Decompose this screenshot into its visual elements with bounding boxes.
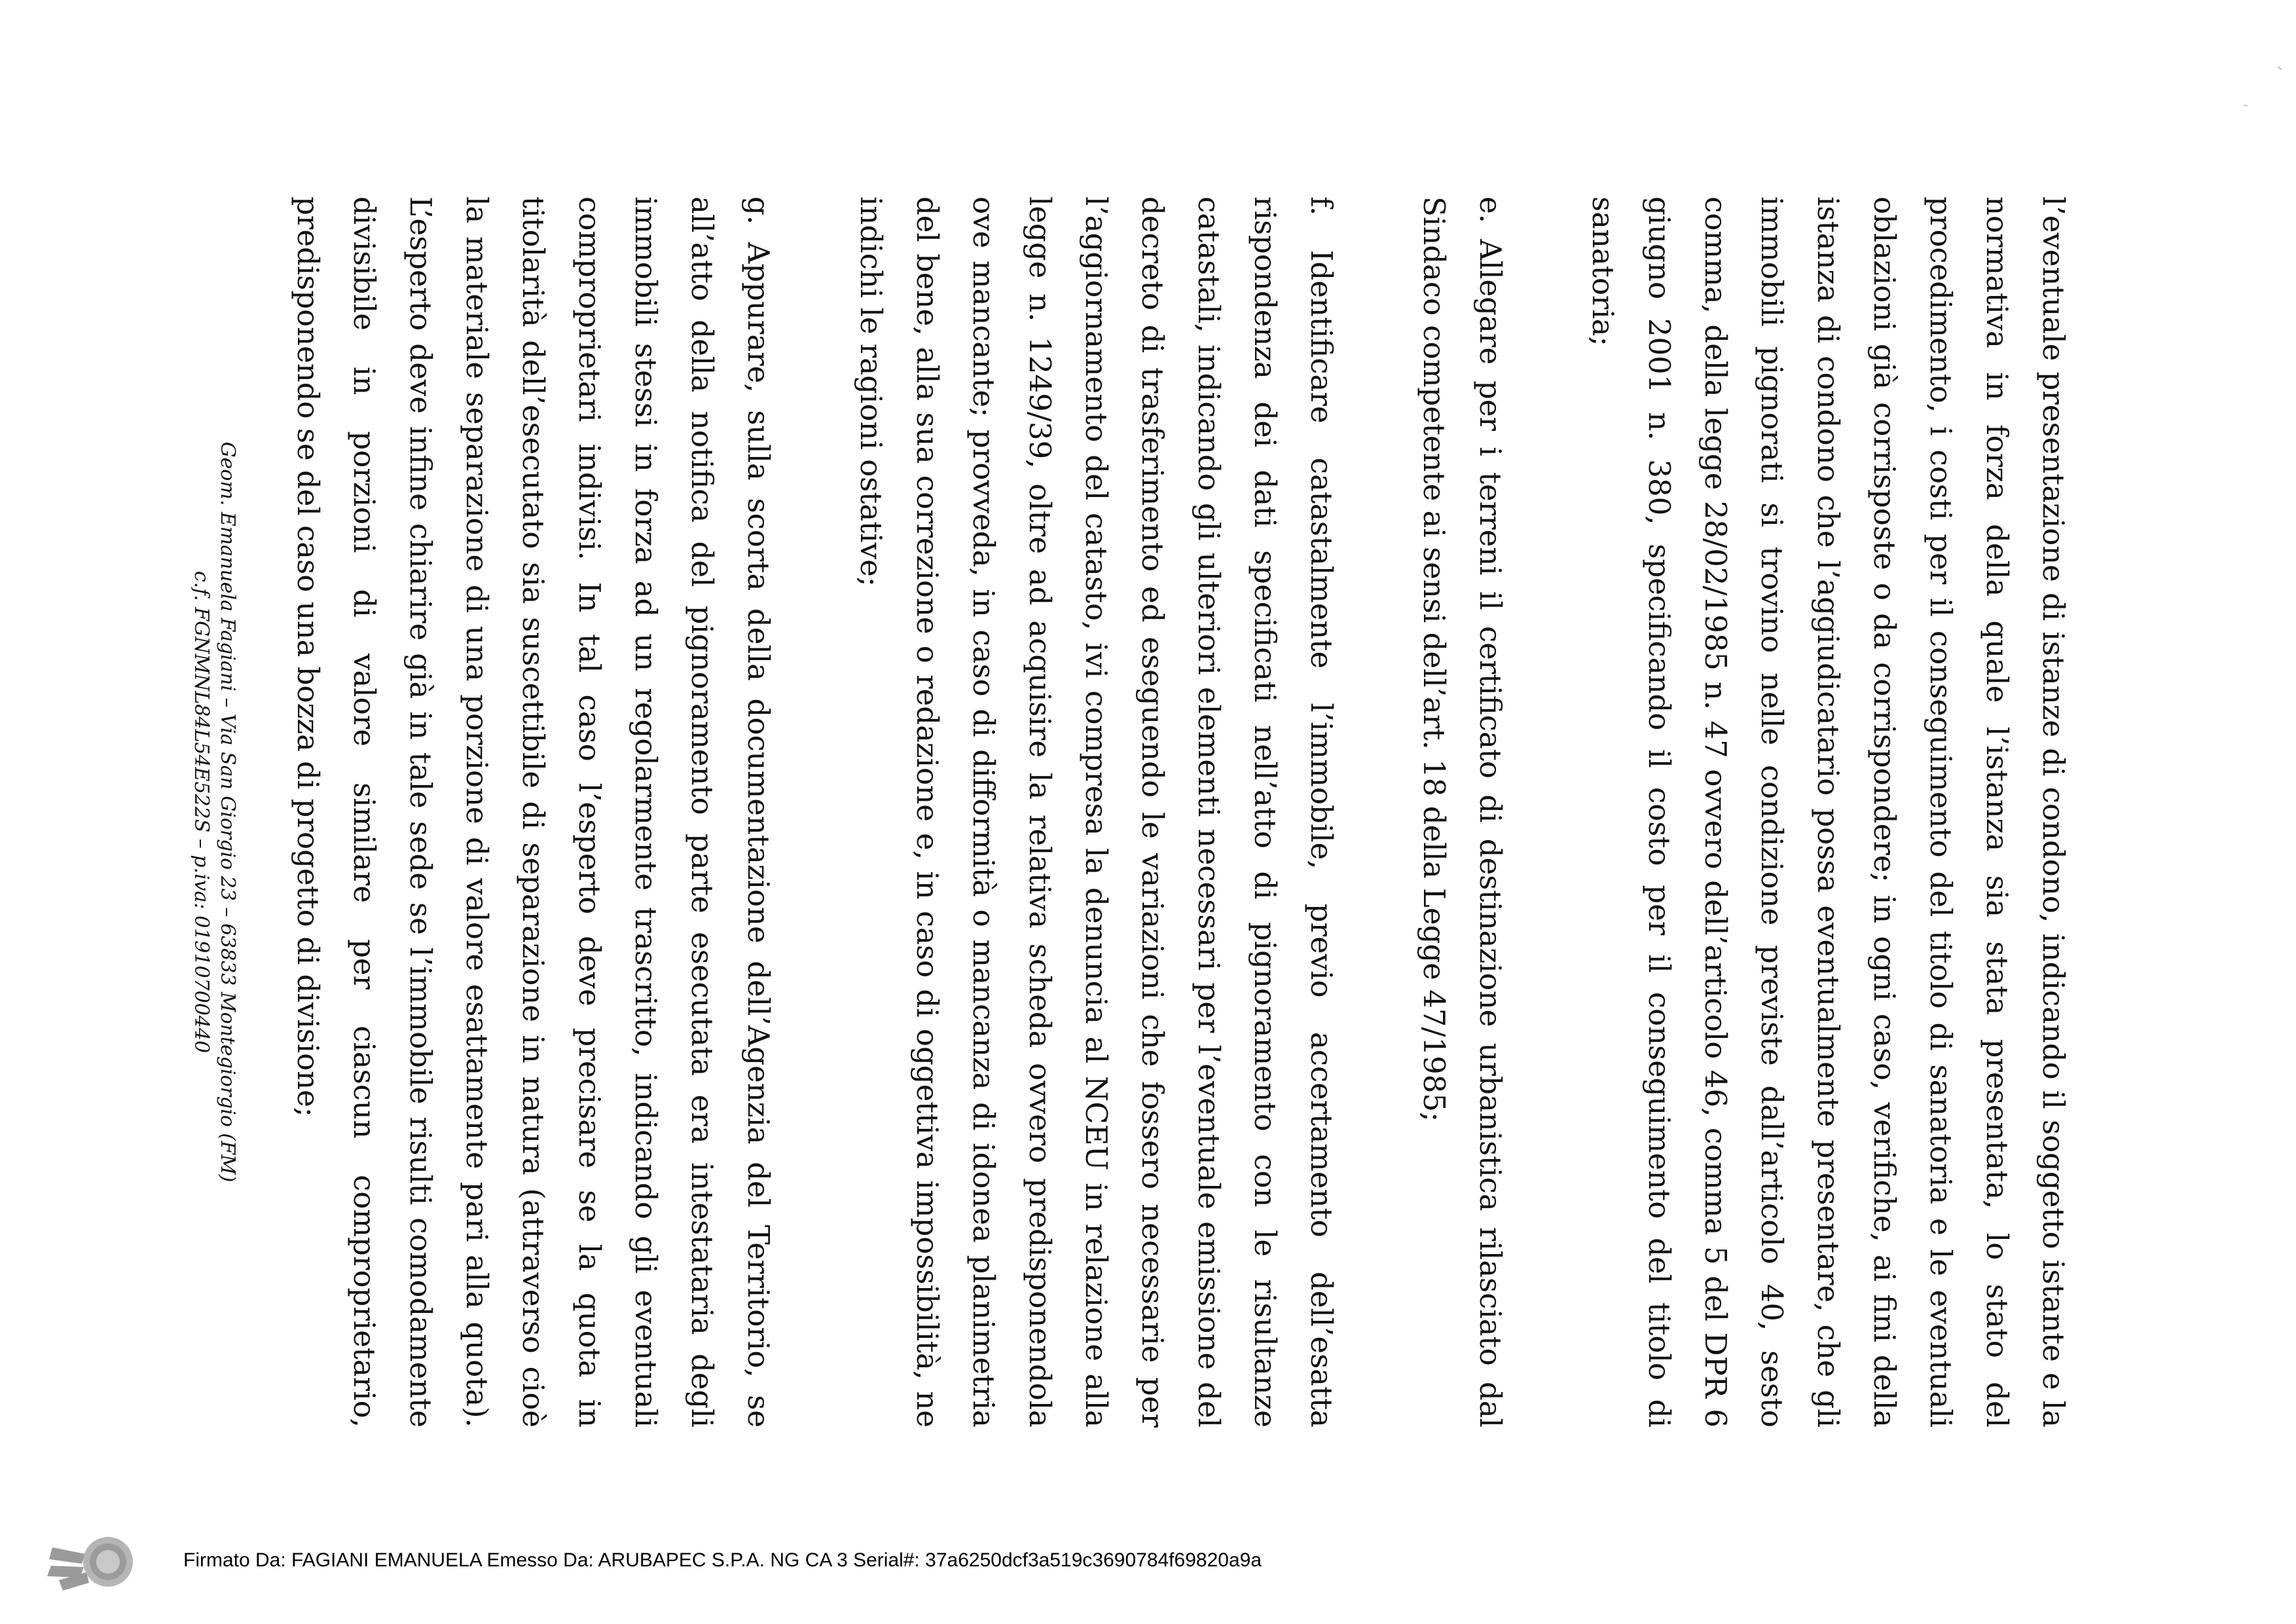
digital-signature-bar <box>46 1524 1262 1596</box>
document-body <box>280 196 2081 1428</box>
paragraph-g-agenzia: g. Appurare, sulla scorta della documentazione dell’Agenzia del Territorio, se all’atto della notifica del pignoramento parte esecutata era intestataria degli immobili stessi in forza ad un regolarmente trascritto, indicando gli eventuali comproprietari indivisi. In tal caso l’esperto deve precisare se la quota in titolarità dell’esecutato sia suscettibile di separazione in natura (attraverso cioè la materiale separazione di una porzione di valore esattamente pari alla quota). L’esperto deve infine chiarire già in tale sede se l’immobile risulti comodamente divisibile in porzioni di valore similare per ciascun comproprietario, predisponendo se del caso una bozza di progetto di divisione; <box>291 196 776 1428</box>
scan-specks <box>2217 0 2296 131</box>
footer-tax-ids: c.f. FGNMNL84L54E522S – p.iva: 01910700440 <box>190 570 213 1054</box>
paragraph-condono: l’eventuale presentazione di istanze di condono, indicando il soggetto istante e la normativa in forza della quale l’istanza sia stata presentata, lo stato del procedimento, i costi per il conseguimento del titolo di sanatoria e le eventuali oblazioni già corrisposte o da corrispondere; in ogni caso, verifiche, ai fini della istanza di condono che l’aggiudicatario possa eventualmente presentare, che gli immobili pignorati si trovino nelle condizione previste dall’articolo 40, sesto comma, della legge 28/02/1985 n. 47 ovvero dell’articolo 46, comma 5 del DPR 6 giugno 2001 n. 380, specificando il costo per il conseguimento del titolo di sanatoria; <box>1586 196 2071 1428</box>
paragraph-e-certificato: e. Allegare per i terreni il certificato di destinazione urbanistica rilasciato dal Sindaco competente ai sensi dell’art. 18 della Legge 47/1985; <box>1417 196 1508 1428</box>
paragraph-f-catasto: f. Identificare catastalmente l’immobile, previo accertamento dell’esatta rispondenza dei dati specificati nell’atto di pignoramento con le risultanze catastali, indicando gli ulteriori elementi necessari per l’eventuale emissione del decreto di trasferimento ed eseguendo le variazioni che fossero necessarie per l’aggiornamento del catasto, ivi compresa la denuncia al NCEU in relazione alla legge n. 1249/39, oltre ad acquisire la relativa scheda ovvero predisponendola ove mancante; provveda, in caso di difformità o mancanza di idonea planimetria del bene, alla sua correzione o redazione e, in caso di oggettiva impossibilità, ne indichi le ragioni ostative; <box>854 196 1339 1428</box>
footer-address: Geom. Emanuela Fagiani – Via San Giorgio 23 – 63833 Montegiorgio (FM) <box>216 441 239 1183</box>
page-footer <box>188 196 240 1428</box>
signature-line: Firmato Da: FAGIANI EMANUELA Emesso Da: ARUBAPEC S.P.A. NG CA 3 Serial#: 37a6250dcf3a519c3690784f69820a9a <box>183 1549 1262 1571</box>
rosette-seal-icon <box>46 1528 144 1593</box>
